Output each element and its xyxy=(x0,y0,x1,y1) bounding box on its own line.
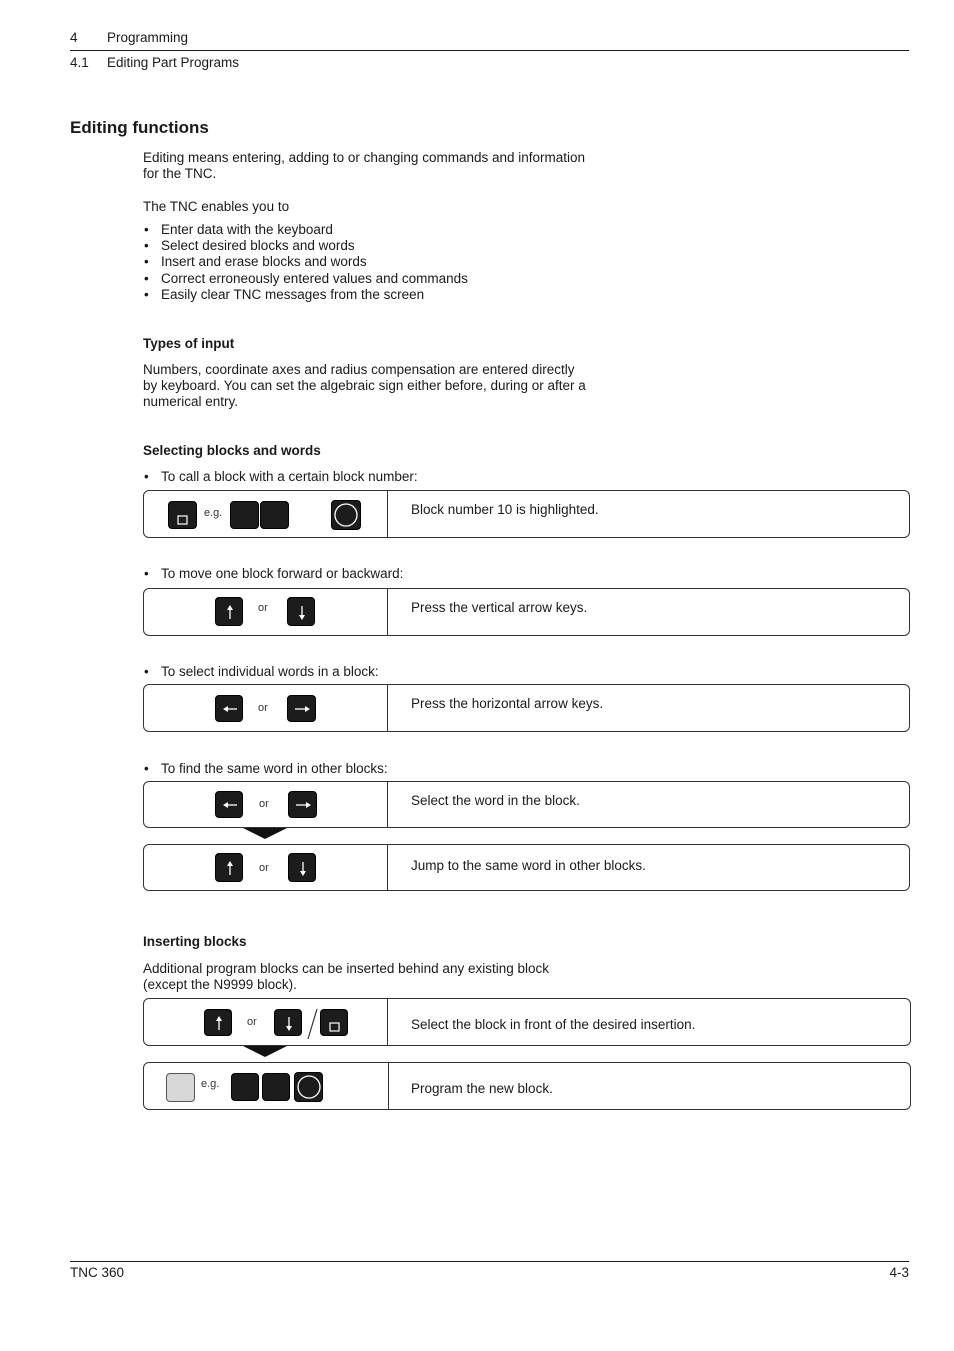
selecting-title: Selecting blocks and words xyxy=(143,443,321,458)
step-select-word-bullet: • To select individual words in a block: xyxy=(143,664,379,680)
list-item: • Correct erroneously entered values and commands xyxy=(143,271,468,287)
insert-select-box xyxy=(143,998,911,1046)
arrow-down-icon xyxy=(289,854,317,883)
move-block-box xyxy=(143,588,910,636)
arrow-left-icon xyxy=(216,696,244,723)
arrow-down-key[interactable] xyxy=(287,597,315,626)
step-call-block-bullet: • To call a block with a certain block number: xyxy=(143,469,418,485)
find-word-box-b xyxy=(143,844,910,891)
feature-list xyxy=(143,222,468,303)
chapter-number: 4 xyxy=(70,30,78,45)
eg-label: e.g. xyxy=(204,507,223,519)
arrow-up-icon xyxy=(216,598,244,627)
arrow-down-icon xyxy=(275,1010,303,1037)
arrow-up-key[interactable] xyxy=(215,853,243,882)
flow-arrow xyxy=(243,1046,287,1057)
ent-circle-icon xyxy=(332,501,362,531)
arrow-right-key[interactable] xyxy=(288,791,317,818)
box-divider xyxy=(387,999,388,1045)
flow-arrow xyxy=(243,828,287,839)
arrow-right-icon xyxy=(289,792,318,819)
section-title: Editing Part Programs xyxy=(107,55,240,70)
list-item: • Enter data with the keyboard xyxy=(143,222,468,238)
types-line-2: by keyboard. You can set the algebraic sign either before, during or after a xyxy=(143,378,586,393)
or-label: or xyxy=(259,798,269,810)
insert-program-description: Program the new block. xyxy=(411,1081,553,1096)
step-move-block-bullet: • To move one block forward or backward: xyxy=(143,566,403,582)
box-divider xyxy=(388,1063,389,1109)
step-find-word-bullet: • To find the same word in other blocks: xyxy=(143,761,388,777)
goto-square-icon xyxy=(321,1010,349,1037)
arrow-left-key[interactable] xyxy=(215,695,243,722)
arrow-up-key[interactable] xyxy=(215,597,243,626)
types-line-3: numerical entry. xyxy=(143,394,239,409)
arrow-down-key[interactable] xyxy=(274,1009,302,1036)
types-line-1: Numbers, coordinate axes and radius compensation are entered directly xyxy=(143,362,575,377)
inserting-line-1: Additional program blocks can be inserted behind any existing block xyxy=(143,961,549,976)
insert-select-description: Select the block in front of the desired insertion. xyxy=(411,1017,696,1032)
inserting-line-2: (except the N9999 block). xyxy=(143,977,297,992)
list-item: • Easily clear TNC messages from the screen xyxy=(143,287,468,303)
arrow-up-icon xyxy=(216,854,244,883)
arrow-up-key[interactable] xyxy=(204,1009,232,1036)
box-divider xyxy=(387,685,388,731)
intro-enables: The TNC enables you to xyxy=(143,199,290,214)
slash-separator xyxy=(304,1007,320,1041)
goto-key[interactable] xyxy=(320,1009,348,1036)
intro-line-1: Editing means entering, adding to or changing commands and information xyxy=(143,150,586,165)
digit-0-key[interactable] xyxy=(260,501,289,529)
eg-label: e.g. xyxy=(201,1078,220,1090)
box-divider xyxy=(387,589,388,635)
digit-key-1[interactable] xyxy=(231,1073,259,1101)
footer-page-number: 4-3 xyxy=(889,1265,909,1280)
arrow-left-key[interactable] xyxy=(215,791,243,818)
goto-square-icon xyxy=(169,502,198,530)
arrow-right-key[interactable] xyxy=(287,695,316,722)
box-divider xyxy=(387,491,388,537)
or-label: or xyxy=(259,862,269,874)
find-word-box-a xyxy=(143,781,910,828)
call-block-description: Block number 10 is highlighted. xyxy=(411,502,599,517)
arrow-down-icon xyxy=(288,598,316,627)
digit-key-2[interactable] xyxy=(262,1073,290,1101)
ent-key[interactable] xyxy=(294,1072,323,1102)
or-label: or xyxy=(258,602,268,614)
ent-circle-icon xyxy=(295,1073,324,1103)
insert-program-box xyxy=(143,1062,911,1110)
select-word-box xyxy=(143,684,910,732)
find-word-description-a: Select the word in the block. xyxy=(411,793,580,808)
footer-rule xyxy=(70,1261,909,1262)
header-rule xyxy=(70,50,909,51)
arrow-down-key[interactable] xyxy=(288,853,316,882)
digit-1-key[interactable] xyxy=(230,501,259,529)
axis-key[interactable] xyxy=(166,1073,195,1102)
box-divider xyxy=(387,845,388,890)
page-heading: Editing functions xyxy=(70,118,209,137)
arrow-left-icon xyxy=(216,792,244,819)
call-block-box xyxy=(143,490,910,538)
box-divider xyxy=(387,782,388,827)
select-word-description: Press the horizontal arrow keys. xyxy=(411,696,604,711)
types-of-input-title: Types of input xyxy=(143,336,235,351)
move-block-description: Press the vertical arrow keys. xyxy=(411,600,588,615)
inserting-title: Inserting blocks xyxy=(143,934,247,949)
list-item: • Select desired blocks and words xyxy=(143,238,468,254)
section-number: 4.1 xyxy=(70,55,89,70)
chapter-title: Programming xyxy=(107,30,189,45)
arrow-right-icon xyxy=(288,696,317,723)
or-label: or xyxy=(247,1016,257,1028)
or-label: or xyxy=(258,702,268,714)
intro-line-2: for the TNC. xyxy=(143,166,217,181)
goto-key[interactable] xyxy=(168,501,197,529)
list-item: • Insert and erase blocks and words xyxy=(143,254,468,270)
footer-model: TNC 360 xyxy=(70,1265,125,1280)
ent-key[interactable] xyxy=(331,500,361,530)
find-word-description-b: Jump to the same word in other blocks. xyxy=(411,858,646,873)
arrow-up-icon xyxy=(205,1010,233,1037)
